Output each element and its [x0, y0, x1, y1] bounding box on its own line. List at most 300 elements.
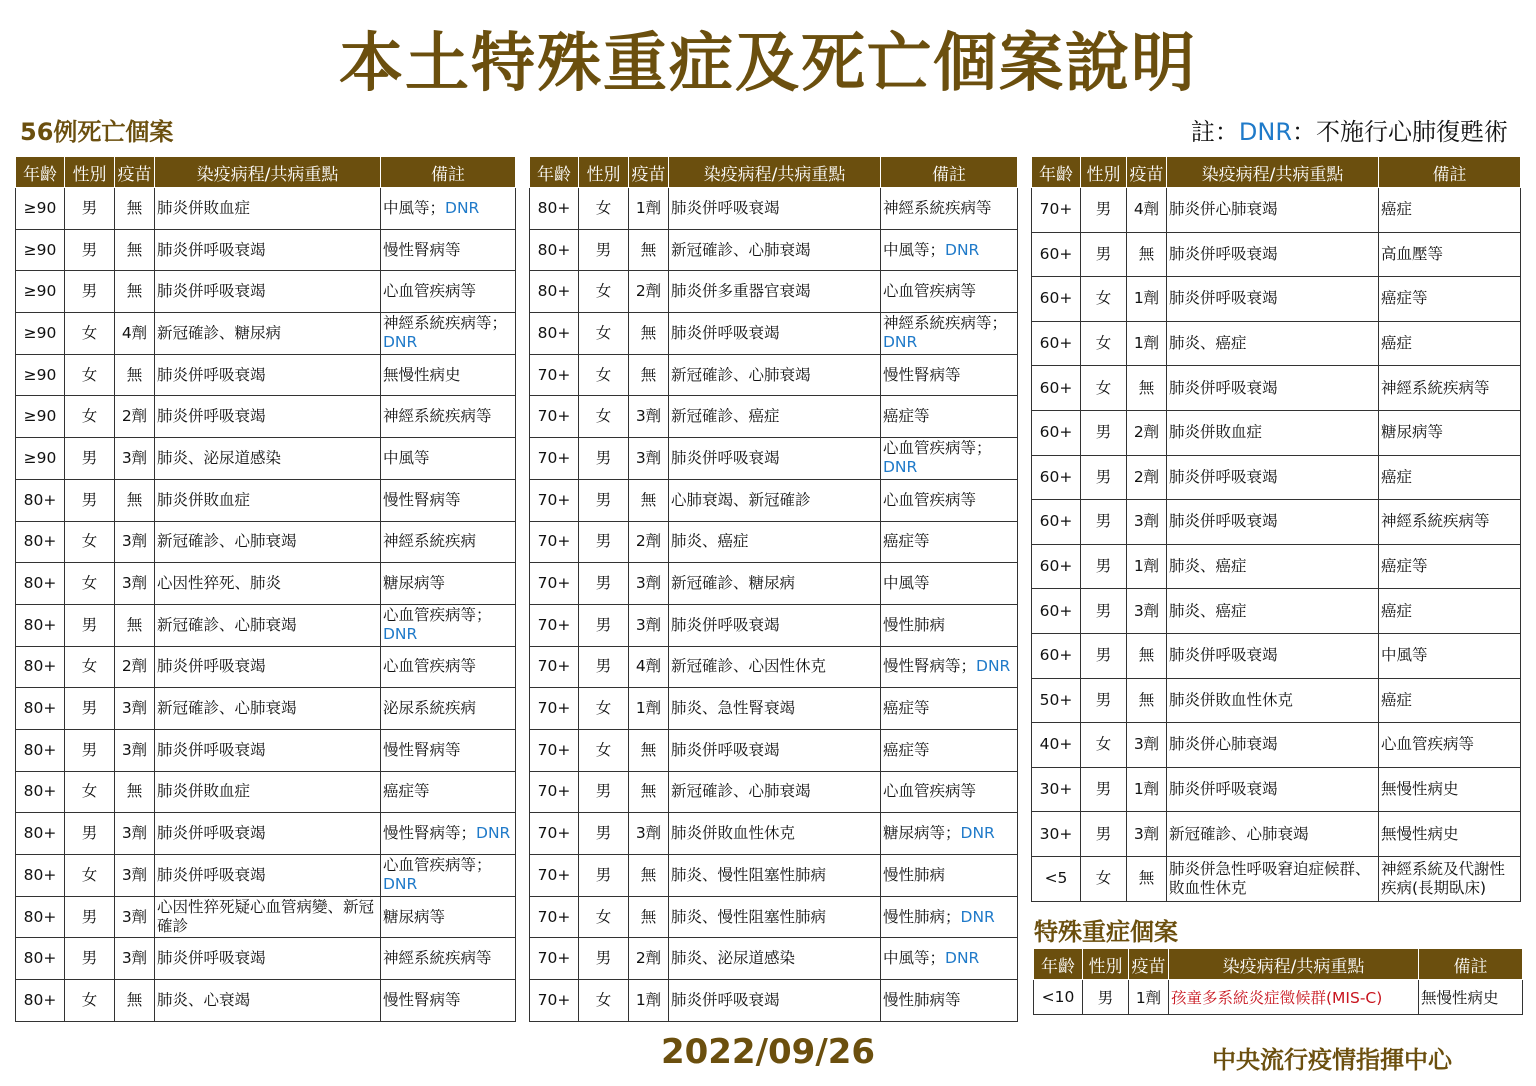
course-cell: 肺炎併心肺衰竭: [1167, 188, 1379, 233]
sex-cell: 男: [65, 271, 115, 313]
table-row: [530, 479, 1018, 521]
vaccine-cell: 無: [629, 354, 669, 396]
age-cell: ≥90: [16, 354, 65, 396]
remarks-cell: 癌症: [1379, 589, 1521, 634]
age-cell: 70+: [530, 396, 579, 438]
vaccine-cell: 4劑: [629, 646, 669, 688]
sex-cell: 男: [1081, 812, 1127, 857]
vaccine-cell: 3劑: [1127, 589, 1167, 634]
header-remarks: 備註: [381, 157, 516, 188]
header-vaccine: 疫苗: [629, 157, 669, 188]
age-cell: 70+: [530, 980, 579, 1022]
sex-cell: 女: [65, 646, 115, 688]
vaccine-cell: 3劑: [1127, 500, 1167, 545]
sex-cell: 女: [579, 188, 629, 230]
header-vaccine: 疫苗: [1129, 949, 1169, 980]
sex-cell: 男: [579, 855, 629, 897]
header-age: 年齡: [16, 157, 65, 188]
age-cell: 70+: [530, 438, 579, 480]
age-cell: 70+: [1032, 188, 1081, 233]
header-sex: 性別: [65, 157, 115, 188]
age-cell: 50+: [1032, 678, 1081, 723]
course-cell: 肺炎併呼吸衰竭: [1167, 500, 1379, 545]
dnr-label: DNR: [383, 625, 418, 644]
table-row: [530, 855, 1018, 897]
course-cell: 肺炎併呼吸衰竭: [669, 438, 881, 480]
sex-cell: 女: [579, 354, 629, 396]
table-body: [1034, 980, 1523, 1015]
age-cell: ≥90: [16, 396, 65, 438]
remarks-cell: 神經系統疾病等: [381, 938, 516, 980]
remarks-cell: 慢性腎病等: [381, 229, 516, 271]
age-cell: 70+: [530, 771, 579, 813]
age-cell: 70+: [530, 479, 579, 521]
header-course: 染疫病程/共病重點: [1169, 949, 1419, 980]
age-cell: 70+: [530, 688, 579, 730]
dnr-label: DNR: [883, 333, 918, 352]
vaccine-cell: 3劑: [1127, 723, 1167, 768]
sex-cell: 男: [65, 479, 115, 521]
course-cell: 新冠確診、心肺衰竭: [155, 604, 381, 646]
header-age: 年齡: [530, 157, 579, 188]
table-row: [530, 688, 1018, 730]
table-row: [530, 896, 1018, 938]
table-row: [530, 188, 1018, 230]
course-cell: 肺炎併敗血症: [1167, 410, 1379, 455]
remarks-cell: 癌症: [1379, 678, 1521, 723]
table-row: [1032, 589, 1521, 634]
vaccine-cell: 2劑: [629, 271, 669, 313]
table-row: [530, 604, 1018, 646]
cases-table-3: [1031, 156, 1521, 902]
course-cell: 肺炎、心衰竭: [155, 980, 381, 1022]
vaccine-cell: 無: [115, 271, 155, 313]
sex-cell: 女: [65, 313, 115, 355]
table-row: [16, 646, 516, 688]
age-cell: 60+: [1032, 500, 1081, 545]
course-cell: 新冠確診、心肺衰竭: [669, 354, 881, 396]
remarks-cell: 中風等: [1379, 633, 1521, 678]
age-cell: 60+: [1032, 277, 1081, 322]
age-cell: 80+: [530, 313, 579, 355]
table-row: [16, 354, 516, 396]
table-row: [530, 396, 1018, 438]
sex-cell: 女: [1081, 366, 1127, 411]
table-row: [16, 938, 516, 980]
header-age: 年齡: [1032, 157, 1081, 188]
special-cases-table: [1033, 948, 1523, 1015]
age-cell: 70+: [530, 938, 579, 980]
table-row: [16, 980, 516, 1022]
age-cell: 70+: [530, 521, 579, 563]
table-row: [530, 813, 1018, 855]
table-row: [530, 229, 1018, 271]
remarks-cell: 心血管疾病等；DNR: [881, 438, 1018, 480]
remarks-cell: 神經系統疾病等: [381, 396, 516, 438]
remarks-cell: 心血管疾病等: [881, 271, 1018, 313]
age-cell: 80+: [16, 688, 65, 730]
course-cell: 肺炎併多重器官衰竭: [669, 271, 881, 313]
age-cell: 80+: [16, 813, 65, 855]
age-cell: 70+: [530, 563, 579, 605]
course-cell: 肺炎併敗血症: [155, 188, 381, 230]
sex-cell: 女: [65, 563, 115, 605]
remarks-cell: 糖尿病等: [381, 563, 516, 605]
remarks-cell: 癌症等: [881, 729, 1018, 771]
table-header-row: [530, 157, 1018, 188]
age-cell: 70+: [530, 855, 579, 897]
sex-cell: 女: [1081, 277, 1127, 322]
course-cell: 肺炎併呼吸衰竭: [1167, 633, 1379, 678]
remarks-cell: 癌症等: [381, 771, 516, 813]
table-row: [530, 521, 1018, 563]
age-cell: 80+: [16, 938, 65, 980]
age-cell: 80+: [16, 855, 65, 897]
course-cell: 肺炎併呼吸衰竭: [155, 396, 381, 438]
remarks-cell: 癌症: [1379, 455, 1521, 500]
vaccine-cell: 2劑: [1127, 410, 1167, 455]
table-body: [16, 188, 516, 1022]
header-sex: 性別: [1083, 949, 1129, 980]
remarks-cell: 心血管疾病等: [881, 479, 1018, 521]
sex-cell: 男: [579, 813, 629, 855]
course-cell: 肺炎併呼吸衰竭: [669, 729, 881, 771]
dnr-label: DNR: [383, 875, 418, 894]
table-row: [530, 771, 1018, 813]
age-cell: 80+: [16, 771, 65, 813]
sex-cell: 女: [65, 980, 115, 1022]
vaccine-cell: 無: [1127, 633, 1167, 678]
table-header-row: [1034, 949, 1523, 980]
note-suffix: ：不施行心肺復甦術: [1292, 118, 1508, 146]
course-cell: 肺炎併急性呼吸窘迫症候群、敗血性休克: [1167, 856, 1379, 901]
age-cell: 30+: [1032, 767, 1081, 812]
sex-cell: 男: [65, 729, 115, 771]
sex-cell: 女: [1081, 321, 1127, 366]
sex-cell: 男: [65, 938, 115, 980]
course-cell: 肺炎併呼吸衰竭: [669, 604, 881, 646]
remarks-cell: 心血管疾病等: [381, 646, 516, 688]
vaccine-cell: 3劑: [115, 688, 155, 730]
age-cell: 70+: [530, 604, 579, 646]
table-row: [1032, 455, 1521, 500]
remarks-cell: 癌症等: [1379, 277, 1521, 322]
age-cell: 60+: [1032, 633, 1081, 678]
remarks-cell: 糖尿病等；DNR: [881, 813, 1018, 855]
course-cell: 肺炎、癌症: [1167, 321, 1379, 366]
table-row: [1032, 544, 1521, 589]
sex-cell: 男: [1081, 678, 1127, 723]
course-cell: 肺炎併呼吸衰竭: [1167, 232, 1379, 277]
course-cell: 肺炎、急性腎衰竭: [669, 688, 881, 730]
table-row: [1032, 767, 1521, 812]
vaccine-cell: 無: [115, 771, 155, 813]
course-cell: 肺炎併呼吸衰竭: [155, 855, 381, 897]
sex-cell: 男: [579, 604, 629, 646]
note-prefix: 註：: [1190, 118, 1239, 146]
remarks-cell: 慢性肺病: [881, 604, 1018, 646]
sex-cell: 男: [1081, 589, 1127, 634]
vaccine-cell: 無: [115, 604, 155, 646]
sex-cell: 男: [579, 479, 629, 521]
sex-cell: 男: [579, 771, 629, 813]
remarks-cell: 慢性肺病；DNR: [881, 896, 1018, 938]
vaccine-cell: 3劑: [115, 938, 155, 980]
dnr-note: [1191, 112, 1508, 147]
remarks-cell: 癌症: [1379, 321, 1521, 366]
vaccine-cell: 無: [629, 479, 669, 521]
table-row: [16, 438, 516, 480]
vaccine-cell: 無: [1127, 678, 1167, 723]
age-cell: 30+: [1032, 812, 1081, 857]
age-cell: 80+: [16, 896, 65, 938]
age-cell: 80+: [530, 188, 579, 230]
header-remarks: 備註: [1379, 157, 1521, 188]
table-row: [16, 313, 516, 355]
course-cell: 新冠確診、心肺衰竭: [155, 688, 381, 730]
table-row: [16, 729, 516, 771]
sex-cell: 女: [1081, 723, 1127, 768]
remarks-cell: 慢性腎病等: [381, 980, 516, 1022]
vaccine-cell: 4劑: [115, 313, 155, 355]
remarks-cell: 心血管疾病等: [881, 771, 1018, 813]
age-cell: 70+: [530, 896, 579, 938]
sex-cell: 男: [579, 563, 629, 605]
remarks-cell: 慢性腎病等: [381, 479, 516, 521]
course-cell: 心因性猝死、肺炎: [155, 563, 381, 605]
remarks-cell: 神經系統疾病等；DNR: [381, 313, 516, 355]
sex-cell: 男: [1081, 633, 1127, 678]
course-cell: 肺炎、癌症: [1167, 544, 1379, 589]
sex-cell: 女: [579, 396, 629, 438]
sex-cell: 女: [579, 980, 629, 1022]
vaccine-cell: 1劑: [1127, 544, 1167, 589]
vaccine-cell: 3劑: [115, 896, 155, 938]
age-cell: 80+: [16, 521, 65, 563]
course-cell: 心因性猝死疑心血管病變、新冠確診: [155, 896, 381, 938]
table-row: [530, 980, 1018, 1022]
table-row: [530, 938, 1018, 980]
vaccine-cell: 無: [1127, 856, 1167, 901]
course-cell: 肺炎併呼吸衰竭: [1167, 455, 1379, 500]
header-course: 染疫病程/共病重點: [669, 157, 881, 188]
table-row: [1034, 980, 1523, 1015]
sex-cell: 男: [65, 604, 115, 646]
course-cell: 肺炎併呼吸衰竭: [155, 813, 381, 855]
sex-cell: 女: [65, 855, 115, 897]
age-cell: ≥90: [16, 438, 65, 480]
organization-name: 中央流行疫情指揮中心: [1212, 1046, 1452, 1074]
vaccine-cell: 3劑: [115, 729, 155, 771]
note-dnr: DNR: [1238, 118, 1292, 146]
age-cell: 80+: [530, 271, 579, 313]
remarks-cell: 慢性腎病等；DNR: [881, 646, 1018, 688]
table-row: [530, 354, 1018, 396]
dnr-label: DNR: [976, 657, 1011, 676]
table-row: [1032, 410, 1521, 455]
special-cases-title: 特殊重症個案: [1034, 918, 1178, 946]
sex-cell: 男: [1081, 544, 1127, 589]
age-cell: 70+: [530, 813, 579, 855]
dnr-label: DNR: [960, 824, 995, 843]
sex-cell: 女: [65, 771, 115, 813]
header-age: 年齡: [1034, 949, 1083, 980]
age-cell: 60+: [1032, 544, 1081, 589]
remarks-cell: 無慢性病史: [381, 354, 516, 396]
header-remarks: 備註: [881, 157, 1018, 188]
age-cell: 60+: [1032, 366, 1081, 411]
course-cell: 新冠確診、糖尿病: [669, 563, 881, 605]
dnr-label: DNR: [960, 907, 995, 926]
remarks-cell: 心血管疾病等: [1379, 723, 1521, 768]
table-row: [16, 604, 516, 646]
course-cell: 新冠確診、心肺衰竭: [1167, 812, 1379, 857]
sex-cell: 女: [1081, 856, 1127, 901]
vaccine-cell: 無: [629, 855, 669, 897]
table-row: [16, 396, 516, 438]
remarks-cell: 糖尿病等: [1379, 410, 1521, 455]
vaccine-cell: 無: [1127, 366, 1167, 411]
vaccine-cell: 1劑: [629, 980, 669, 1022]
age-cell: 40+: [1032, 723, 1081, 768]
vaccine-cell: 3劑: [629, 396, 669, 438]
page-title: 本土特殊重症及死亡個案說明: [339, 27, 1197, 101]
vaccine-cell: 3劑: [115, 563, 155, 605]
sex-cell: 男: [579, 938, 629, 980]
remarks-cell: 神經系統疾病: [381, 521, 516, 563]
age-cell: <10: [1034, 980, 1083, 1015]
table-row: [16, 479, 516, 521]
report-date: 2022/09/26: [660, 1032, 876, 1072]
course-cell: 肺炎併呼吸衰竭: [155, 729, 381, 771]
age-cell: ≥90: [16, 271, 65, 313]
table-row: [1032, 366, 1521, 411]
vaccine-cell: 無: [629, 771, 669, 813]
course-cell: 肺炎併敗血症: [155, 479, 381, 521]
remarks-cell: 無慢性病史: [1379, 812, 1521, 857]
sex-cell: 男: [1081, 500, 1127, 545]
course-cell: 肺炎併呼吸衰竭: [155, 354, 381, 396]
vaccine-cell: 3劑: [115, 855, 155, 897]
sex-cell: 男: [1083, 980, 1129, 1015]
vaccine-cell: 無: [115, 229, 155, 271]
sex-cell: 男: [65, 229, 115, 271]
remarks-cell: 中風等；DNR: [881, 938, 1018, 980]
course-cell: 肺炎併心肺衰竭: [1167, 723, 1379, 768]
vaccine-cell: 無: [115, 479, 155, 521]
age-cell: 80+: [16, 980, 65, 1022]
vaccine-cell: 無: [115, 354, 155, 396]
age-cell: ≥90: [16, 229, 65, 271]
remarks-cell: 慢性腎病等: [881, 354, 1018, 396]
vaccine-cell: 4劑: [1127, 188, 1167, 233]
table-body: [530, 188, 1018, 1022]
remarks-cell: 癌症等: [1379, 544, 1521, 589]
sex-cell: 男: [1081, 232, 1127, 277]
sex-cell: 男: [65, 896, 115, 938]
table-row: [16, 771, 516, 813]
vaccine-cell: 1劑: [629, 188, 669, 230]
sex-cell: 男: [65, 813, 115, 855]
sex-cell: 男: [1081, 188, 1127, 233]
sex-cell: 女: [579, 688, 629, 730]
table-row: [530, 313, 1018, 355]
course-cell: 肺炎併敗血性休克: [669, 813, 881, 855]
table-row: [530, 729, 1018, 771]
age-cell: 60+: [1032, 589, 1081, 634]
vaccine-cell: 2劑: [115, 396, 155, 438]
vaccine-cell: 無: [115, 980, 155, 1022]
remarks-cell: 中風等；DNR: [381, 188, 516, 230]
sex-cell: 男: [579, 438, 629, 480]
remarks-cell: 神經系統疾病等: [1379, 500, 1521, 545]
course-cell: 肺炎、慢性阻塞性肺病: [669, 896, 881, 938]
vaccine-cell: 無: [1127, 232, 1167, 277]
course-cell: 心肺衰竭、新冠確診: [669, 479, 881, 521]
remarks-cell: 癌症等: [881, 521, 1018, 563]
remarks-cell: 慢性肺病等: [881, 980, 1018, 1022]
table-row: [1032, 232, 1521, 277]
vaccine-cell: 3劑: [115, 521, 155, 563]
course-cell: 肺炎併敗血症: [155, 771, 381, 813]
course-cell: 肺炎併呼吸衰竭: [155, 229, 381, 271]
sex-cell: 男: [579, 229, 629, 271]
course-cell: 肺炎併呼吸衰竭: [669, 313, 881, 355]
vaccine-cell: 1劑: [1127, 767, 1167, 812]
age-cell: 70+: [530, 729, 579, 771]
age-cell: ≥90: [16, 313, 65, 355]
sex-cell: 女: [65, 396, 115, 438]
vaccine-cell: 3劑: [629, 438, 669, 480]
remarks-cell: 癌症等: [881, 688, 1018, 730]
header-course: 染疫病程/共病重點: [155, 157, 381, 188]
sex-cell: 男: [1081, 767, 1127, 812]
table-row: [1032, 678, 1521, 723]
sex-cell: 男: [65, 438, 115, 480]
header-vaccine: 疫苗: [115, 157, 155, 188]
table-row: [16, 188, 516, 230]
header-sex: 性別: [1081, 157, 1127, 188]
course-cell: 新冠確診、心肺衰竭: [155, 521, 381, 563]
header-sex: 性別: [579, 157, 629, 188]
vaccine-cell: 1劑: [1129, 980, 1169, 1015]
course-cell: 肺炎、癌症: [1167, 589, 1379, 634]
table-row: [16, 229, 516, 271]
table-header-row: [16, 157, 516, 188]
sex-cell: 女: [579, 896, 629, 938]
course-cell: 肺炎併呼吸衰竭: [155, 938, 381, 980]
sex-cell: 女: [579, 729, 629, 771]
table-row: [1032, 188, 1521, 233]
course-cell: 肺炎併呼吸衰竭: [669, 980, 881, 1022]
course-cell: 肺炎併敗血性休克: [1167, 678, 1379, 723]
header-vaccine: 疫苗: [1127, 157, 1167, 188]
vaccine-cell: 1劑: [629, 688, 669, 730]
dnr-label: DNR: [945, 240, 980, 259]
vaccine-cell: 3劑: [629, 563, 669, 605]
vaccine-cell: 無: [629, 313, 669, 355]
remarks-cell: 慢性腎病等；DNR: [381, 813, 516, 855]
vaccine-cell: 1劑: [1127, 277, 1167, 322]
death-cases-subtitle: 56例死亡個案: [20, 118, 174, 146]
age-cell: 80+: [16, 604, 65, 646]
course-cell: 肺炎併呼吸衰竭: [1167, 767, 1379, 812]
table-row: [530, 563, 1018, 605]
age-cell: 80+: [530, 229, 579, 271]
table-row: [16, 896, 516, 938]
sex-cell: 男: [1081, 455, 1127, 500]
remarks-cell: 心血管疾病等；DNR: [381, 604, 516, 646]
